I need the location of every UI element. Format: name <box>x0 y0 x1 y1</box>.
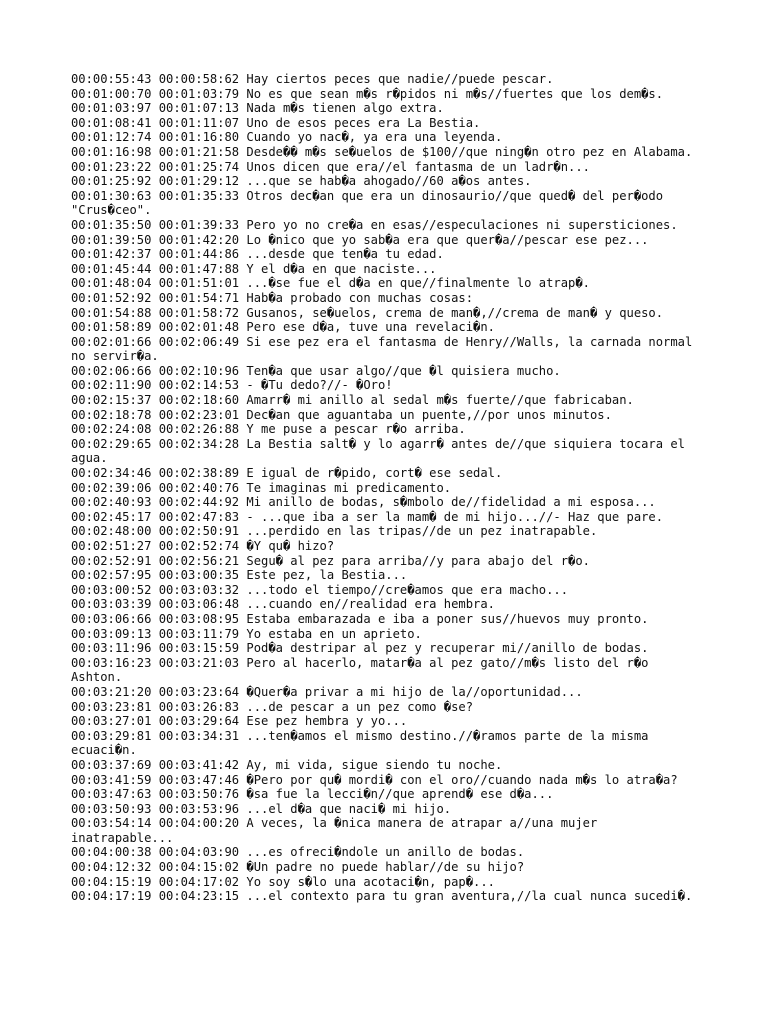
subtitle-line: 00:03:54:14 00:04:00:20 A veces, la �nica manera de atrapar a//una mujer inatrapable... <box>71 816 605 845</box>
subtitle-line: 00:02:15:37 00:02:18:60 Amarr� mi anillo al sedal m�s fuerte//que fabricaban. <box>71 393 634 408</box>
subtitle-line: 00:01:42:37 00:01:44:86 ...desde que ten�a tu edad. <box>71 247 444 262</box>
subtitle-line: 00:01:16:98 00:01:21:58 Desde�� m�s se�uelos de $100//que ning�n otro pez en Alabama. <box>71 144 693 159</box>
subtitle-line: 00:02:48:00 00:02:50:91 ...perdido en las tripas//de un pez inatrapable. <box>71 524 598 539</box>
subtitle-line: 00:02:18:78 00:02:23:01 Dec�an que aguantaba un puente,//por unos minutos. <box>71 407 612 422</box>
subtitle-line: 00:01:45:44 00:01:47:88 Y el d�a en que naciste... <box>71 261 437 276</box>
subtitle-line: 00:02:51:27 00:02:52:74 �Y qu� hizo? <box>71 539 335 553</box>
subtitle-line: 00:04:00:38 00:04:03:90 ...es ofreci�ndole un anillo de bodas. <box>71 845 525 860</box>
subtitle-line: 00:03:09:13 00:03:11:79 Yo estaba en un aprieto. <box>71 626 422 641</box>
subtitle-line: 00:01:25:92 00:01:29:12 ...que se hab�a ahogado//60 a�os antes. <box>71 174 532 189</box>
subtitle-line: 00:02:57:95 00:03:00:35 Este pez, la Bestia... <box>71 568 408 583</box>
subtitle-line: 00:01:54:88 00:01:58:72 Gusanos, se�uelos, crema de man�,//crema de man� y queso. <box>71 305 664 320</box>
subtitle-line: 00:01:35:50 00:01:39:33 Pero yo no cre�a en esas//especulaciones ni supersticiones. <box>71 217 678 232</box>
subtitle-line: 00:03:11:96 00:03:15:59 Pod�a destripar al pez y recuperar mi//anillo de bodas. <box>71 641 649 656</box>
subtitle-line: 00:01:12:74 00:01:16:80 Cuando yo nac�, ya era una leyenda. <box>71 130 503 145</box>
subtitle-line: 00:02:45:17 00:02:47:83 - ...que iba a ser la mam� de mi hijo...//- Haz que pare. <box>71 509 664 524</box>
subtitle-line: 00:02:39:06 00:02:40:76 Te imaginas mi predicamento. <box>71 480 452 495</box>
subtitle-line: 00:03:06:66 00:03:08:95 Estaba embarazada e iba a poner sus//huevos muy pronto. <box>71 611 649 626</box>
subtitle-line: 00:03:00:52 00:03:03:32 ...todo el tiempo//cre�amos que era macho... <box>71 582 569 597</box>
subtitle-line: 00:03:29:81 00:03:34:31 ...ten�amos el mismo destino.//�ramos parte de la misma ecuaci�n. <box>71 728 656 758</box>
subtitle-line: 00:02:29:65 00:02:34:28 La Bestia salt� y lo agarr� antes de//que siquiera tocara el agua. <box>71 436 693 466</box>
subtitle-line: 00:02:06:66 00:02:10:96 Ten�a que usar algo//que �l quisiera mucho. <box>71 363 561 378</box>
subtitle-line: 00:03:21:20 00:03:23:64 �Quer�a privar a mi hijo de la//oportunidad... <box>71 684 583 699</box>
subtitle-line: 00:03:41:59 00:03:47:46 �Pero por qu� mordi� con el oro//cuando nada m�s lo atra�a? <box>71 772 678 787</box>
subtitle-line: 00:01:00:70 00:01:03:79 No es que sean m�s r�pidos ni m�s//fuertes que los dem�s. <box>71 86 664 101</box>
subtitle-line: 00:01:23:22 00:01:25:74 Unos dicen que era//el fantasma de un ladr�n... <box>71 159 590 174</box>
subtitle-line: 00:01:39:50 00:01:42:20 Lo �nico que yo sab�a era que quer�a//pescar ese pez... <box>71 232 649 247</box>
subtitle-line: 00:00:55:43 00:00:58:62 Hay ciertos peces que nadie//puede pescar. <box>71 72 554 86</box>
subtitle-line: 00:03:27:01 00:03:29:64 Ese pez hembra y yo... <box>71 714 408 729</box>
subtitle-line: 00:03:23:81 00:03:26:83 ...de pescar a un pez como �se? <box>71 699 474 714</box>
subtitle-line: 00:01:58:89 00:02:01:48 Pero ese d�a, tuve una revelaci�n. <box>71 320 495 335</box>
subtitle-line: 00:01:52:92 00:01:54:71 Hab�a probado con muchas cosas: <box>71 290 474 305</box>
subtitle-line: 00:02:01:66 00:02:06:49 Si ese pez era el fantasma de Henry//Walls, la carnada normal no servir�a. <box>71 334 700 364</box>
subtitle-line: 00:04:17:19 00:04:23:15 ...el contexto para tu gran aventura,//la cual nunca sucedi�. <box>71 889 693 904</box>
subtitle-line: 00:03:16:23 00:03:21:03 Pero al hacerlo, matar�a al pez gato//m�s listo del r�o Ashton. <box>71 655 656 685</box>
subtitle-line: 00:03:03:39 00:03:06:48 ...cuando en//realidad era hembra. <box>71 597 495 612</box>
subtitle-line: 00:04:15:19 00:04:17:02 Yo soy s�lo una acotaci�n, pap�... <box>71 874 495 889</box>
subtitle-line: 00:03:47:63 00:03:50:76 �sa fue la lecci�n//que aprend� ese d�a... <box>71 787 554 802</box>
subtitle-document <box>71 72 701 904</box>
subtitle-line: 00:01:30:63 00:01:35:33 Otros dec�an que era un dinosaurio//que qued� del per�odo "Crus�ceo". <box>71 188 671 218</box>
subtitle-line: 00:01:03:97 00:01:07:13 Nada m�s tienen algo extra. <box>71 101 444 116</box>
subtitle-line: 00:02:40:93 00:02:44:92 Mi anillo de bodas, s�mbolo de//fidelidad a mi esposa... <box>71 495 656 510</box>
subtitle-line: 00:02:24:08 00:02:26:88 Y me puse a pescar r�o arriba. <box>71 422 466 437</box>
subtitle-line: 00:04:12:32 00:04:15:02 �Un padre no puede hablar//de su hijo? <box>71 860 525 875</box>
subtitle-line: 00:03:37:69 00:03:41:42 Ay, mi vida, sigue siendo tu noche. <box>71 757 503 772</box>
subtitle-line: 00:02:11:90 00:02:14:53 - �Tu dedo?//- �Oro! <box>71 378 393 393</box>
subtitle-line: 00:02:34:46 00:02:38:89 E igual de r�pido, cort� ese sedal. <box>71 466 503 481</box>
subtitle-line: 00:03:50:93 00:03:53:96 ...el d�a que naci� mi hijo. <box>71 801 452 816</box>
subtitle-line: 00:01:08:41 00:01:11:07 Uno de esos peces era La Bestia. <box>71 115 481 130</box>
subtitle-line: 00:02:52:91 00:02:56:21 Segu� al pez para arriba//y para abajo del r�o. <box>71 553 590 568</box>
subtitle-line: 00:01:48:04 00:01:51:01 ...�se fue el d�a en que//finalmente lo atrap�. <box>71 276 590 291</box>
